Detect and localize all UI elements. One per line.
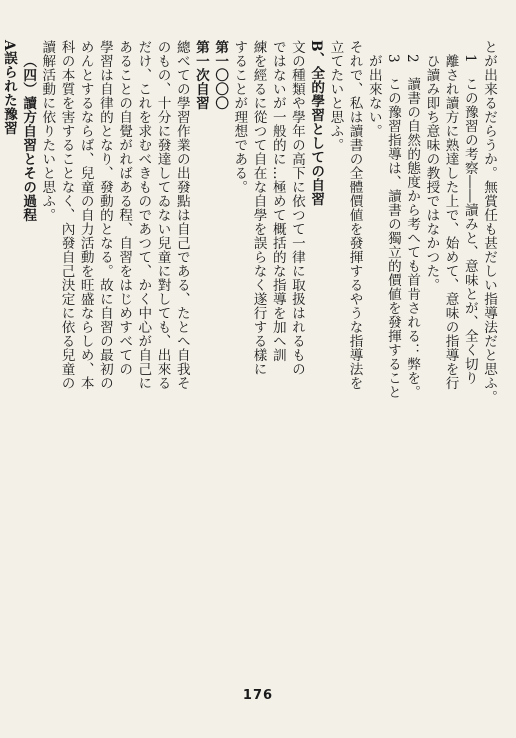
text-line: 離され讀方に熟達した上で、始めて、意味の指導を行 (442, 54, 459, 390)
text-line: だけ、これを求むべきものであつて、かく中心が自己に (135, 40, 152, 390)
subsection-heading: 第一次自習 (192, 40, 209, 110)
text-line: ひ讀み即ち意味の教授ではなかつた。 (423, 54, 440, 292)
text-line: 3 この豫習指導は、讀書の獨立的價値を發揮すること (384, 54, 401, 400)
text-line: あることの自覺がればある程、自習をはじめすべての (116, 40, 133, 376)
text-line: 讀解活動に依りたいと思ふ。 (39, 40, 56, 222)
text-line: 科の本質を害することなく、內發自己決定に依る兒童の (58, 40, 75, 390)
text-line: 2 讀書の自然的態度から考へても首肯される：弊を。 (404, 54, 421, 400)
text-line: 練を經るに從つて自在な自學を誤らなく遂行する樣に (250, 40, 267, 376)
text-line: することが理想である。 (231, 40, 248, 194)
subsection-heading: 第一〇〇〇 (212, 40, 229, 110)
section-heading: A誤られた豫習 (0, 40, 17, 135)
page-number: 176 (242, 688, 274, 703)
text-line: が出來ない。 (365, 54, 382, 138)
text-line: のもの、十分に發達してゐない兒童に對しても、出來る (154, 40, 171, 390)
text-line: とが出来るだらうか。無賞任も甚だしい指導法だと思ふ。 (481, 40, 497, 404)
text-line: 立てたいと思ふ。 (327, 40, 344, 152)
text-line: それで、私は讀書の全體價値を發揮するやうな指導法を (346, 40, 363, 390)
text-line: 文の種類や學年の高下に依つて一律に取扱はれるもの (288, 40, 305, 376)
text-line: 學習は自律的となり、發動的となる。故に自習の最初の (96, 40, 113, 390)
text-line: めんとするならば、兒童の自力活動を旺盛ならしめ、本 (77, 40, 94, 390)
section-heading: （四）讀方自習とその過程 (20, 54, 37, 222)
text-line: ではないが一般的に…極めて概括的な指導を加へ訓 (269, 40, 286, 362)
section-heading: B、全的學習としての自習 (308, 40, 325, 206)
text-line: 總べての學習作業の出發點は自己である、たとへ自我そ (173, 40, 190, 390)
text-line: 1 この豫習の考察――讀みと、意味とが、全く切り (461, 54, 478, 386)
vertical-text-body (0, 40, 498, 670)
